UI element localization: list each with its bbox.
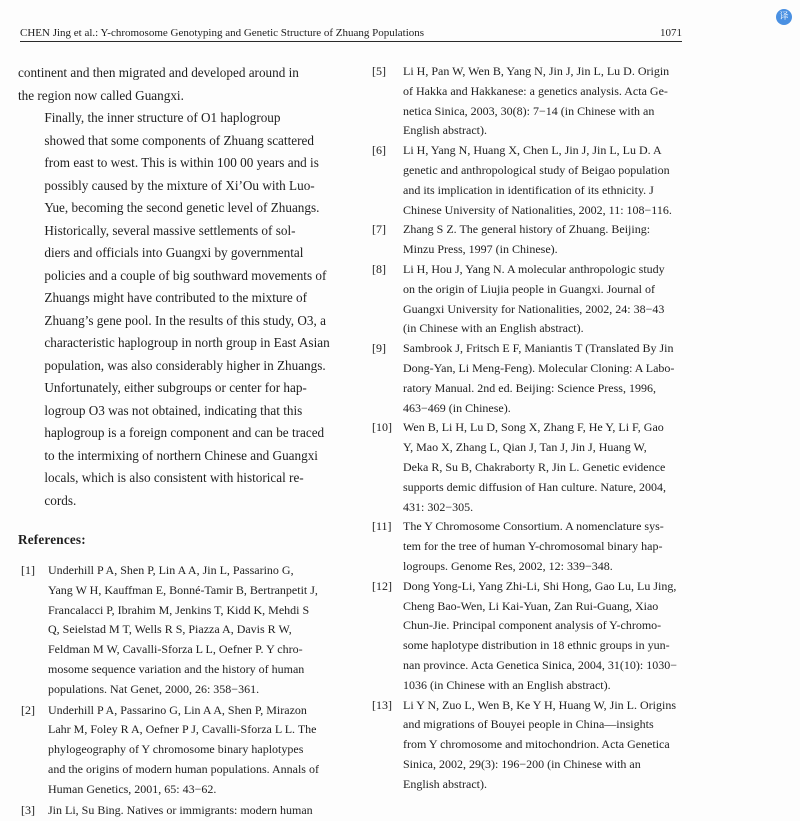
reference-item xyxy=(372,577,699,696)
reference-item xyxy=(372,141,699,220)
reference-line: on the origin of Liujia people in Guangxi. Journal of xyxy=(403,281,655,296)
text-line: to the intermixing of northern Chinese and Guangxi xyxy=(44,447,318,463)
reference-item xyxy=(372,220,699,260)
reference-line: and the origins of modern human populations. Annals of xyxy=(48,761,319,776)
reference-line: Francalacci P, Ibrahim M, Jenkins T, Kidd K, Mehdi S xyxy=(48,602,310,617)
body-text xyxy=(18,62,343,512)
left-column xyxy=(18,62,343,821)
text-line: population, was also considerably higher in Zhuangs. xyxy=(44,357,326,373)
text-line: diers and officials into Guangxi by governmental xyxy=(44,245,304,260)
reference-line: Li H, Hou J, Yang N. A molecular anthropologic study xyxy=(403,261,665,276)
reference-line: 1036 (in Chinese with an English abstract). xyxy=(403,677,611,692)
running-header xyxy=(20,25,682,42)
reference-line: Guangxi University for Nationalities, 2002, 24: 38−43 xyxy=(403,301,665,316)
reference-line: and its implication in identification of its ethnicity. J xyxy=(403,182,654,197)
text-line: logroup O3 was not obtained, indicating that this xyxy=(44,402,303,418)
reference-line: Cheng Bao-Wen, Li Kai-Yuan, Zan Rui-Guang, Xiao xyxy=(403,598,659,613)
reference-line: Lahr M, Foley R A, Oefner P J, Cavalli-Sforza L L. The xyxy=(48,722,317,737)
reference-number: [3] xyxy=(21,802,35,817)
text-line: characteristic haplogroup in north group in East Asian xyxy=(44,335,330,350)
body-paragraph xyxy=(18,62,343,107)
reference-line: logroups. Genome Res, 2002, 12: 339−348. xyxy=(403,558,613,573)
reference-number: [12] xyxy=(372,578,392,593)
reference-number: [2] xyxy=(21,702,35,717)
reference-line: Deka R, Su B, Chakraborty R, Jin L. Genetic evidence xyxy=(403,459,666,474)
reference-line: 431: 302−305. xyxy=(403,499,474,514)
reference-line: phylogeography of Y chromosome binary haplotypes xyxy=(48,742,304,757)
body-paragraph xyxy=(18,107,343,220)
text-line: Finally, the inner structure of O1 haplogroup xyxy=(44,110,281,125)
reference-line: Underhill P A, Passarino G, Lin A A, Shen P, Mirazon xyxy=(48,702,307,717)
reference-number: [10] xyxy=(372,420,392,435)
reference-line: Dong Yong-Li, Yang Zhi-Li, Shi Hong, Gao Lu, Lu Jing, xyxy=(403,578,677,593)
reference-item xyxy=(372,260,699,339)
references-list-right xyxy=(372,62,699,794)
reference-line: Li Y N, Zuo L, Wen B, Ke Y H, Huang W, Jin L. Origins xyxy=(403,697,677,712)
reference-line: Q, Seielstad M T, Wells R S, Piazza A, Davis R W, xyxy=(48,622,292,637)
reference-number: [5] xyxy=(372,64,386,78)
reference-line: nan province. Acta Genetica Sinica, 2004, 31(10): 1030− xyxy=(403,657,678,672)
reference-line: netica Sinica, 2003, 30(8): 7−14 (in Chinese with an xyxy=(403,103,655,118)
reference-line: Sinica, 2002, 29(3): 196−200 (in Chinese with an xyxy=(403,756,641,771)
body-paragraph xyxy=(18,220,343,513)
reference-item xyxy=(372,62,699,141)
reference-line: Feldman M W, Cavalli-Sforza L L, Oefner P. Y chro- xyxy=(48,642,303,657)
text-line: continent and then migrated and developed around in xyxy=(18,65,299,80)
reference-number: [7] xyxy=(372,222,386,237)
reference-line: Yang W H, Kauffman E, Bonné-Tamir B, Bertranpetit J, xyxy=(48,582,318,597)
text-line: Zhuangs might have contributed to the mixture of xyxy=(44,290,307,305)
text-line: locals, which is also consistent with historical re- xyxy=(44,470,304,485)
text-line: the region now called Guangxi. xyxy=(18,87,184,103)
reference-item xyxy=(372,339,699,418)
reference-number: [9] xyxy=(372,341,386,356)
reference-number: [13] xyxy=(372,697,392,712)
reference-line: Dong-Yan, Li Meng-Feng). Molecular Cloning: A Labo- xyxy=(403,360,675,375)
reference-item xyxy=(372,418,699,517)
reference-line: genetic and anthropological study of Beigao population xyxy=(403,162,670,177)
text-line: Historically, several massive settlements of sol- xyxy=(44,222,296,238)
reference-line: Zhang S Z. The general history of Zhuang. Beijing: xyxy=(403,222,651,237)
reference-item xyxy=(18,561,343,700)
references-heading: References: xyxy=(18,532,86,547)
reference-line: Y, Mao X, Zhang L, Qian J, Tan J, Jin J, Huang W, xyxy=(403,440,647,455)
reference-line: English abstract). xyxy=(403,776,487,791)
text-line: haplogroup is a foreign component and can be traced xyxy=(44,425,325,440)
reference-number: [8] xyxy=(372,261,386,276)
reference-line: populations. Nat Genet, 2000, 26: 358−361. xyxy=(48,681,260,696)
reference-line: Wen B, Li H, Lu D, Song X, Zhang F, He Y, Li F, Gao xyxy=(403,420,664,435)
translate-icon[interactable]: 译 xyxy=(776,9,792,25)
reference-line: English abstract). xyxy=(403,123,487,138)
reference-line: Li H, Yang N, Huang X, Chen L, Jin J, Jin L, Lu D. A xyxy=(403,143,662,158)
right-column xyxy=(372,62,699,794)
reference-number: [11] xyxy=(372,519,392,534)
text-line: Unfortunately, either subgroups or center for hap- xyxy=(44,380,307,395)
reference-line: mosome sequence variation and the history of human xyxy=(48,661,305,676)
reference-line: Human Genetics, 2001, 65: 43−62. xyxy=(48,781,217,796)
reference-line: some haplotype distribution in 18 ethnic groups in yun- xyxy=(403,638,670,653)
reference-line: and migrations of Bouyei people in China—insights xyxy=(403,717,654,732)
reference-item xyxy=(18,701,343,800)
reference-line: Sambrook J, Fritsch E F, Maniantis T (Translated By Jin xyxy=(403,341,674,356)
page-number: 1071 xyxy=(660,27,682,39)
text-line: from east to west. This is within 100 00 years and is xyxy=(44,155,319,170)
reference-item xyxy=(18,801,343,821)
reference-line: 463−469 (in Chinese). xyxy=(403,400,511,415)
references-list-left xyxy=(18,561,343,820)
text-line: Yue, becoming the second genetic level of Zhuangs. xyxy=(44,200,320,215)
reference-line: (in Chinese with an English abstract). xyxy=(403,321,584,336)
reference-line: of Hakka and Hakkanese: a genetics analysis. Acta Ge- xyxy=(403,83,668,98)
reference-item xyxy=(372,696,699,795)
reference-line: from Y chromosome and mitochondrion. Acta Genetica xyxy=(403,737,670,752)
reference-line: supports demic diffusion of Han culture. Nature, 2004, xyxy=(403,479,667,494)
reference-line: Chun-Jie. Principal component analysis of Y-chromo- xyxy=(403,618,662,633)
reference-line: Chinese University of Nationalities, 2002, 11: 108−116. xyxy=(403,202,672,217)
reference-line: tem for the tree of human Y-chromosomal binary hap- xyxy=(403,539,663,554)
reference-line: ratory Manual. 2nd ed. Beijing: Science Press, 1996, xyxy=(403,380,656,395)
reference-line: Li H, Pan W, Wen B, Yang N, Jin J, Jin L, Lu D. Origin xyxy=(403,64,670,78)
text-line: policies and a couple of big southward movements of xyxy=(44,267,327,283)
reference-line: Jin Li, Su Bing. Natives or immigrants: modern human xyxy=(48,802,313,817)
text-line: possibly caused by the mixture of Xi’Ou with Luo- xyxy=(44,177,315,193)
text-line: showed that some components of Zhuang scattered xyxy=(44,132,314,148)
reference-number: [1] xyxy=(21,563,35,577)
reference-number: [6] xyxy=(372,143,386,158)
reference-item xyxy=(372,517,699,576)
reference-line: Minzu Press, 1997 (in Chinese). xyxy=(403,242,558,257)
running-title: CHEN Jing et al.: Y-chromosome Genotyping and Genetic Structure of Zhuang Populations xyxy=(20,27,425,39)
reference-line: Underhill P A, Shen P, Lin A A, Jin L, Passarino G, xyxy=(48,563,294,577)
text-line: Zhuang’s gene pool. In the results of this study, O3, a xyxy=(44,312,326,328)
text-line: cords. xyxy=(44,492,77,508)
reference-line: The Y Chromosome Consortium. A nomenclature sys- xyxy=(403,519,664,534)
